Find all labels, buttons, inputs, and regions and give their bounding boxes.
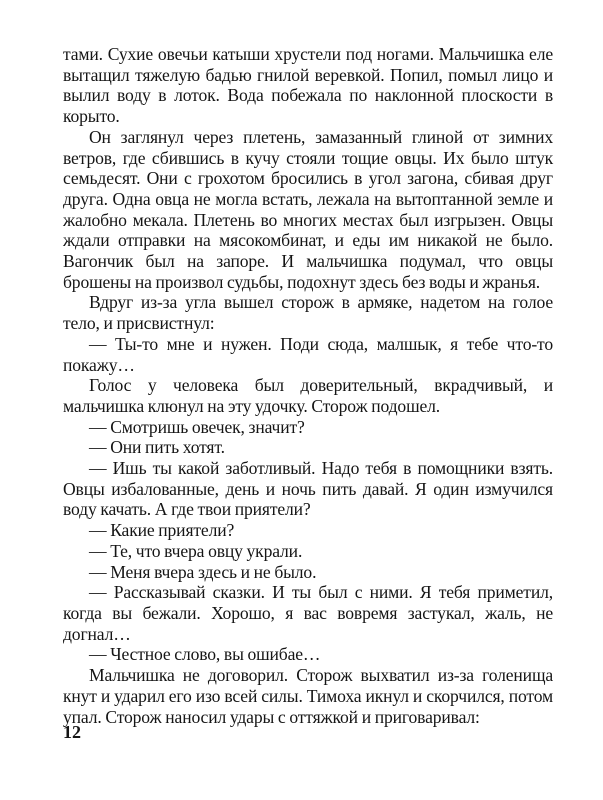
paragraph: тами. Сухие овечьи катыши хрустели под ногами. Мальчишка еле вытащил тяжелую бадью гнилой веревкой. Попил, помыл лицо и вылил воду в лоток. Вода побежала по наклонной плоскости в корыто. [63, 44, 553, 127]
dialogue-line: — Они пить хотят. [89, 437, 225, 458]
paragraph: Мальчишка не договорил. Сторож выхватил из-за голенища кнут и ударил его изо всей силы. Тимоха икнул и скорчился, потом упал. Сторож наносил удары с оттяжкой и приговаривал: [63, 665, 553, 727]
dialogue-line: — Рассказывай сказки. И ты был с ними. Я тебя приметил, когда вы бежали. Хорошо, я вас вовремя застукал, жаль, не догнал… [63, 582, 553, 644]
dialogue-line: — Смотришь овечек, значит? [89, 416, 305, 437]
dialogue-line: — Какие приятели? [89, 520, 235, 541]
paragraph: Голос у человека был доверительный, вкрадчивый, и мальчишка клюнул на эту удочку. Сторож подошел. [63, 375, 553, 416]
page-text [63, 44, 553, 727]
dialogue-line: — Меня вчера здесь и не было. [89, 561, 317, 582]
page-number: 12 [63, 722, 81, 742]
dialogue-line: — Честное слово, вы ошибае… [89, 644, 321, 665]
paragraph: Он заглянул через плетень, замазанный глиной от зимних ветров, где сбившись в кучу стояли тощие овцы. Их было штук семьдесят. Они с грохотом бросились в угол загона, сбивая друг друга. Одна овца не могла встать, лежала на вытоптанной земле и жалобно мекала. Плетень во многих местах был изгрызен. Овцы ждали отправки на мясокомбинат, и еды им никакой не было. Вагончик был на запоре. И мальчишка подумал, что овцы брошены на произвол судьбы, подохнут здесь без воды и жранья. [63, 126, 553, 292]
paragraph: Вдруг из-за угла вышел сторож в армяке, надетом на голое тело, и присвистнул: [63, 292, 553, 334]
dialogue-line: — Ты-то мне и нужен. Поди сюда, малшык, я тебе что-то покажу… [63, 333, 553, 375]
dialogue-line: — Ишь ты какой заботливый. Надо тебя в помощники взять. Овцы избалованные, день и ночь пить давай. Я один измучился воду качать. А где твои приятели? [63, 458, 553, 520]
dialogue-line: — Те, что вчера овцу украли. [89, 540, 303, 561]
